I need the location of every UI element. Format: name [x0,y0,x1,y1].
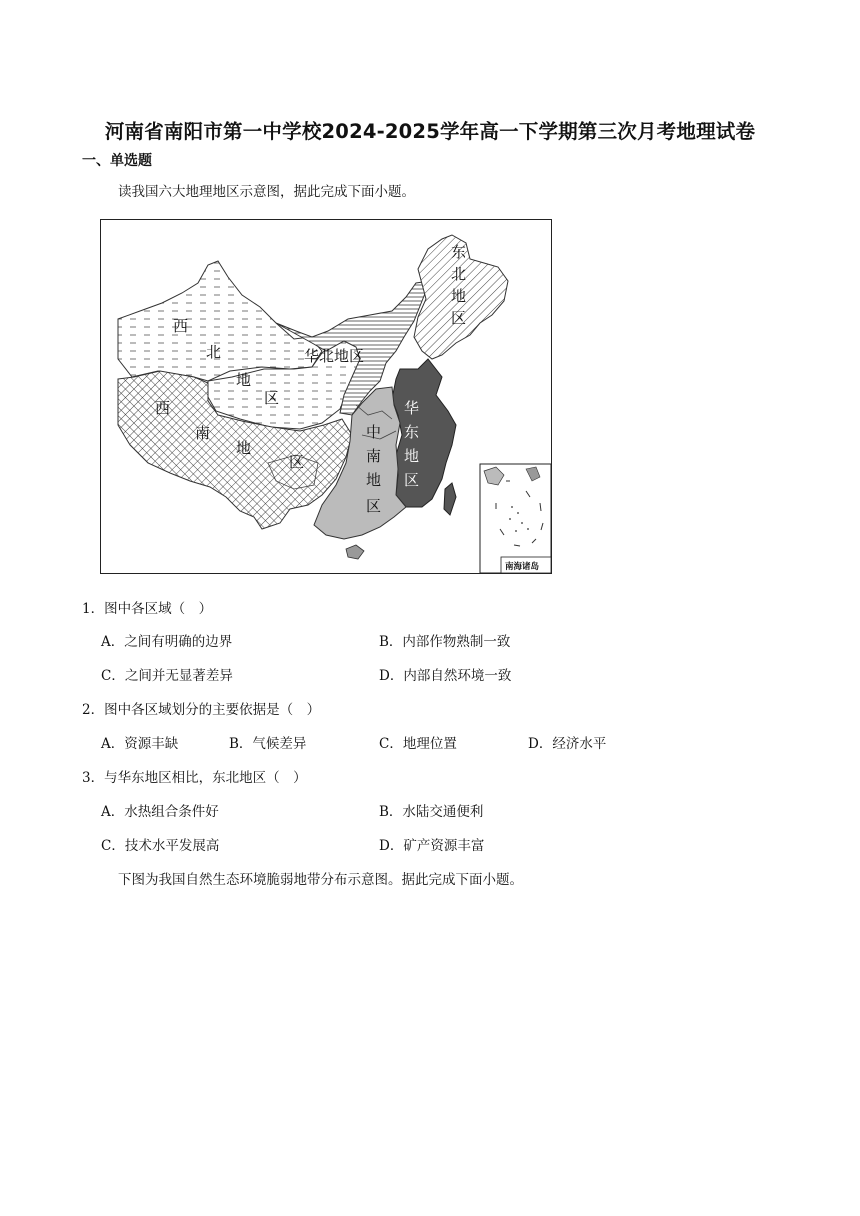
q1-option-d[interactable]: D．内部自然环境一致 [379,668,512,684]
q2-option-d[interactable]: D．经济水平 [528,736,607,752]
intro-text-2: 下图为我国自然生态环境脆弱地带分布示意图。据此完成下面小题。 [118,872,523,888]
label-east-4: 区 [404,471,420,489]
label-central-south-3: 地 [366,471,382,489]
question-3-stem: 3．与华东地区相比，东北地区（ ） [82,770,307,786]
label-east-2: 东 [404,423,420,441]
label-northeast-4: 区 [451,309,467,327]
label-northeast-3: 地 [451,287,467,305]
label-north-china: 华北地区 [304,347,365,365]
question-1-stem: 1．图中各区域（ ） [82,601,213,617]
q1-option-a[interactable]: A．之间有明确的边界 [101,634,233,650]
q1-option-c[interactable]: C．之间并无显著差异 [101,668,233,684]
inset-label: 南海诸岛 [505,562,540,572]
label-northeast-2: 北 [451,265,467,283]
label-northeast-1: 东 [451,243,467,261]
q3-option-a[interactable]: A．水热组合条件好 [101,804,219,820]
china-regions-map [100,219,552,574]
label-southwest-4: 区 [289,453,305,471]
label-northwest-3: 地 [236,371,252,389]
label-southwest-1: 西 [155,399,171,417]
label-northwest-2: 北 [206,343,222,361]
label-central-south-1: 中 [366,423,382,441]
south-china-sea-inset [480,464,551,573]
label-east-3: 地 [404,447,420,465]
q3-option-c[interactable]: C．技术水平发展高 [101,838,220,854]
q1-option-b[interactable]: B．内部作物熟制一致 [379,634,511,650]
label-northwest-1: 西 [173,317,189,335]
label-northwest-4: 区 [264,389,280,407]
label-southwest-2: 南 [195,424,211,442]
question-2-stem: 2．图中各区域划分的主要依据是（ ） [82,702,321,718]
section-heading: 一、单选题 [82,153,152,169]
q3-option-d[interactable]: D．矿产资源丰富 [379,838,485,854]
label-east-1: 华 [404,399,420,417]
label-central-south-4: 区 [366,497,382,515]
q2-option-c[interactable]: C．地理位置 [379,736,457,752]
paper-title: 河南省南阳市第一中学校2024-2025学年高一下学期第三次月考地理试卷 [104,120,756,143]
label-southwest-3: 地 [236,439,252,457]
q2-option-b[interactable]: B．气候差异 [229,736,307,752]
label-central-south-2: 南 [366,447,382,465]
q2-option-a[interactable]: A．资源丰缺 [101,736,179,752]
q3-option-b[interactable]: B．水陆交通便利 [379,804,484,820]
intro-text-1: 读我国六大地理地区示意图，据此完成下面小题。 [118,184,415,200]
